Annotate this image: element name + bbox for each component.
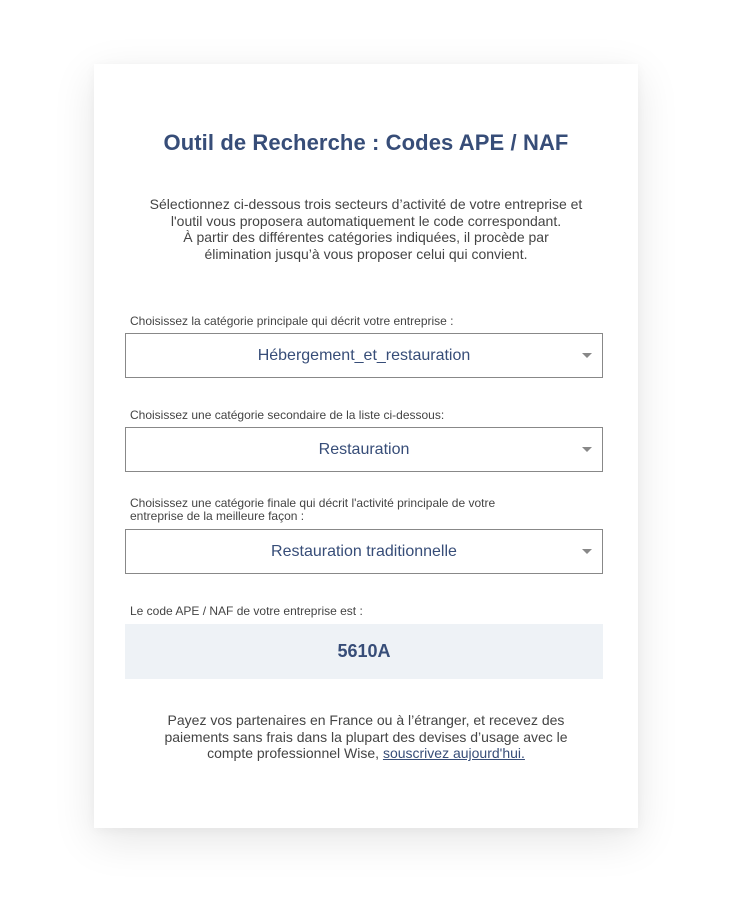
intro-line: élimination jusqu’à vous proposer celui qui convient. xyxy=(204,245,528,262)
final-category-label xyxy=(130,497,570,523)
footer-line-prefix: compte professionnel Wise, xyxy=(207,745,383,761)
ape-naf-tool-card xyxy=(94,64,638,828)
primary-category-value: Hébergement_et_restauration xyxy=(257,346,471,364)
subscribe-link[interactable]: souscrivez aujourd'hui. xyxy=(382,745,525,761)
caret-down-icon xyxy=(582,447,592,452)
footer-line-last xyxy=(124,745,608,762)
secondary-category-select[interactable] xyxy=(125,427,603,472)
caret-down-icon xyxy=(582,353,592,358)
intro-line: Sélectionnez ci-dessous trois secteurs d’activité de votre entreprise et xyxy=(149,196,583,212)
footer-promo-text xyxy=(124,712,608,762)
secondary-category-value: Restauration xyxy=(318,440,410,458)
primary-category-label: Choisissez la catégorie principale qui décrit votre entreprise : xyxy=(130,314,454,328)
caret-down-icon xyxy=(582,549,592,554)
intro-text xyxy=(124,196,608,262)
final-category-label-line: Choisissez une catégorie finale qui décrit l'activité principale de votre xyxy=(130,496,496,510)
result-code: 5610A xyxy=(337,641,391,661)
primary-category-select[interactable] xyxy=(125,333,603,378)
result-label: Le code APE / NAF de votre entreprise est : xyxy=(130,604,363,618)
page-title: Outil de Recherche : Codes APE / NAF xyxy=(163,130,569,155)
footer-line: Payez vos partenaires en France ou à l’étranger, et recevez des xyxy=(167,712,565,728)
final-category-value: Restauration traditionnelle xyxy=(271,542,457,560)
final-category-select[interactable] xyxy=(125,529,603,574)
final-category-label-line: entreprise de la meilleure façon : xyxy=(130,509,305,523)
intro-line: À partir des différentes catégories indiquées, il procède par xyxy=(183,229,549,245)
result-code-box xyxy=(125,624,603,679)
secondary-category-label: Choisissez une catégorie secondaire de la liste ci-dessous: xyxy=(130,408,445,422)
intro-line: l'outil vous proposera automatiquement le code correspondant. xyxy=(170,212,562,229)
footer-line: paiements sans frais dans la plupart des devises d’usage avec le xyxy=(164,728,568,745)
